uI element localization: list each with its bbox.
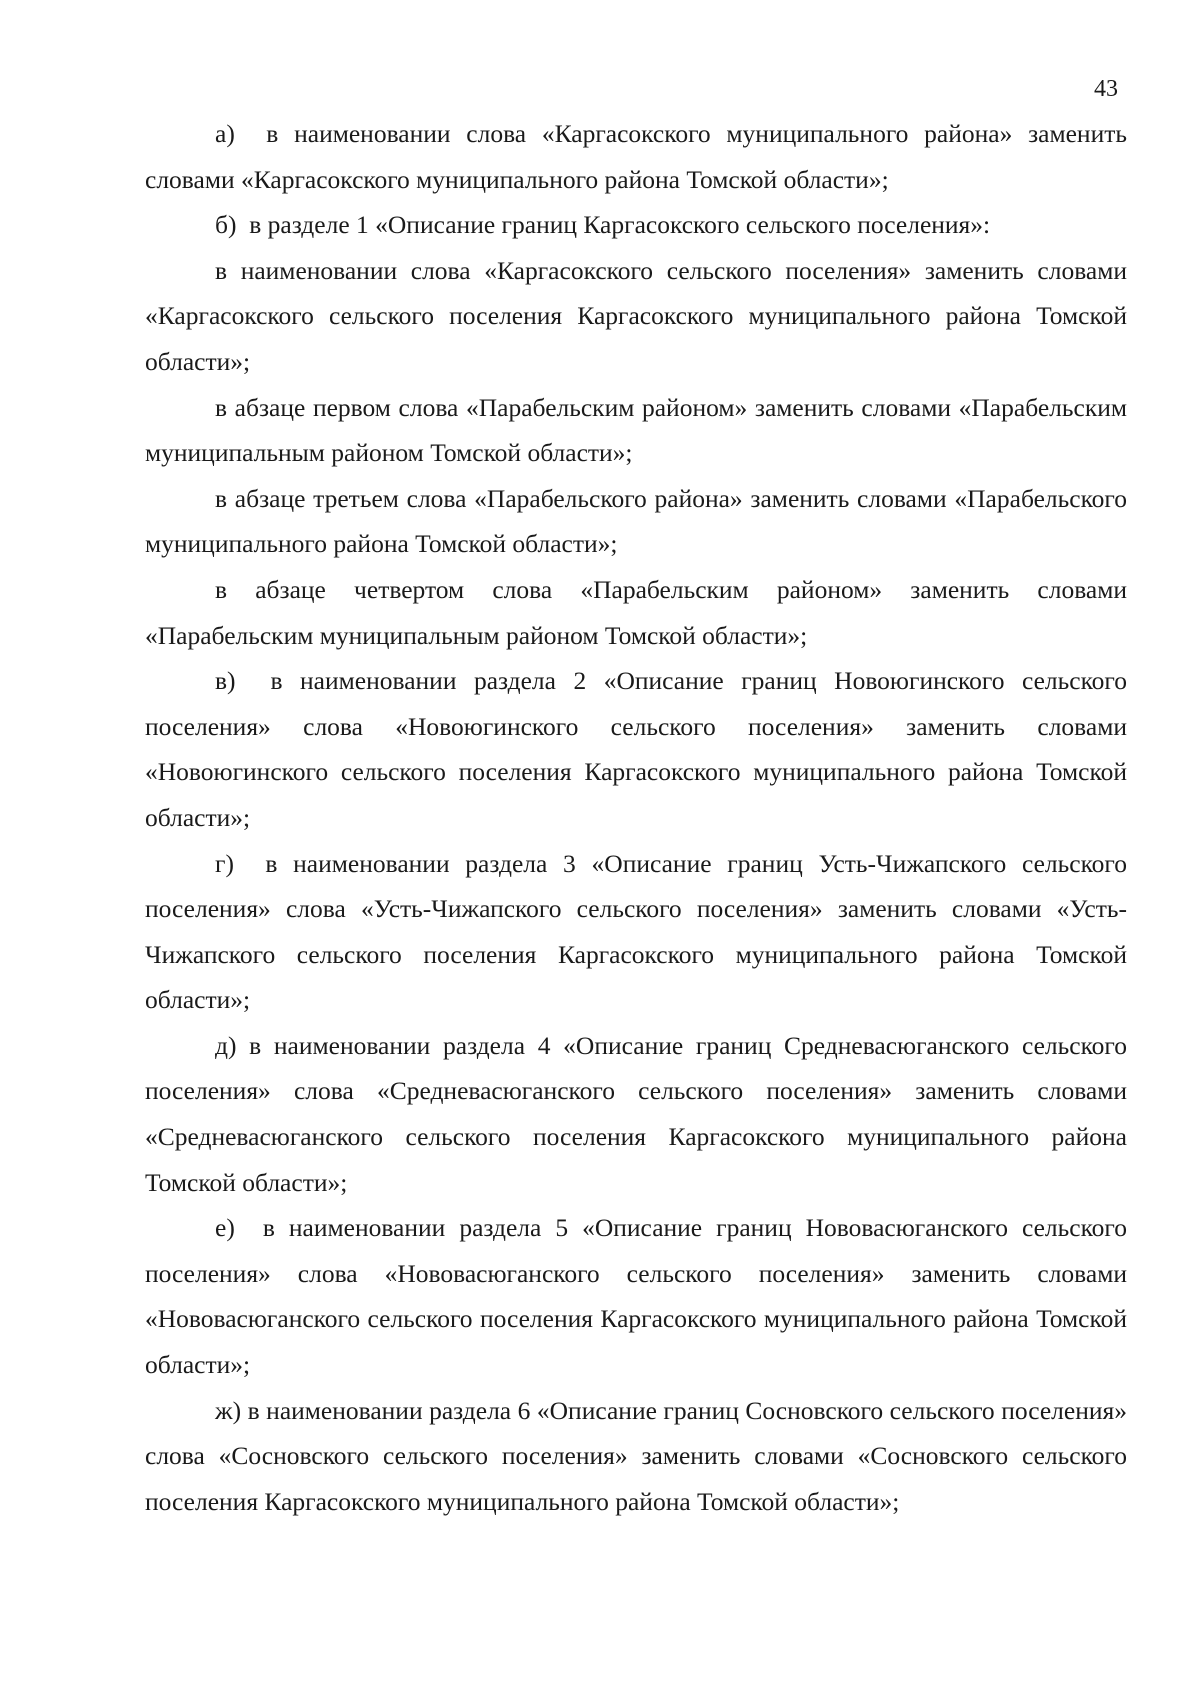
amendment-item-zh: ж) в наименовании раздела 6 «Описание границ Сосновского сельского поселения» слова «Сосновского сельского поселения» заменить словами «Сосновского сельского поселения Каргасокского муниципального района Томской области»; [145,1395,1127,1516]
amendment-item-d: д) в наименовании раздела 4 «Описание границ Средневасюганского сельского поселения» слова «Средневасюганского сельского поселения» заменить словами «Средневасюганского сельского поселения Каргасокского муниципального района Томской области»; [145,1030,1127,1197]
amendment-item-v: в) в наименовании раздела 2 «Описание границ Новоюгинского сельского поселения» слова «Новоюгинского сельского поселения» заменить словами «Новоюгинского сельского поселения Каргасокского муниципального района Томской области»; [145,666,1127,832]
amendment-item-b: б) в разделе 1 «Описание границ Каргасокского сельского поселения»: [215,210,991,240]
amendment-item-a: а) в наименовании слова «Каргасокского муниципального района» заменить словами «Каргасокского муниципального района Томской области»; [145,119,1127,194]
document-body [145,111,1127,1524]
page-number: 43 [1094,76,1118,102]
amendment-item-e: е) в наименовании раздела 5 «Описание границ Нововасюганского сельского поселения» слова «Нововасюганского сельского поселения» заменить словами «Нововасюганского сельского поселения Каргасокского муниципального района Томской области»; [145,1213,1127,1380]
amendment-item-g: г) в наименовании раздела 3 «Описание границ Усть-Чижапского сельского поселения» слова «Усть-Чижапского сельского поселения» заменить словами «Усть-Чижапского сельского поселения Каргасокского муниципального района Томской области»; [145,848,1127,1015]
amendment-subitem-paragraph-3: в абзаце третьем слова «Парабельского района» заменить словами «Парабельского муниципального района Томской области»; [145,483,1127,559]
amendment-subitem-paragraph-4: в абзаце четвертом слова «Парабельским районом» заменить словами «Парабельским муниципальным районом Томской области»; [145,574,1127,650]
amendment-subitem-title: в наименовании слова «Каргасокского сельского поселения» заменить словами «Каргасокского сельского поселения Каргасокского муниципального района Томской области»; [145,255,1127,376]
amendment-subitem-paragraph-1: в абзаце первом слова «Парабельским районом» заменить словами «Парабельским муниципальным районом Томской области»; [145,392,1127,468]
